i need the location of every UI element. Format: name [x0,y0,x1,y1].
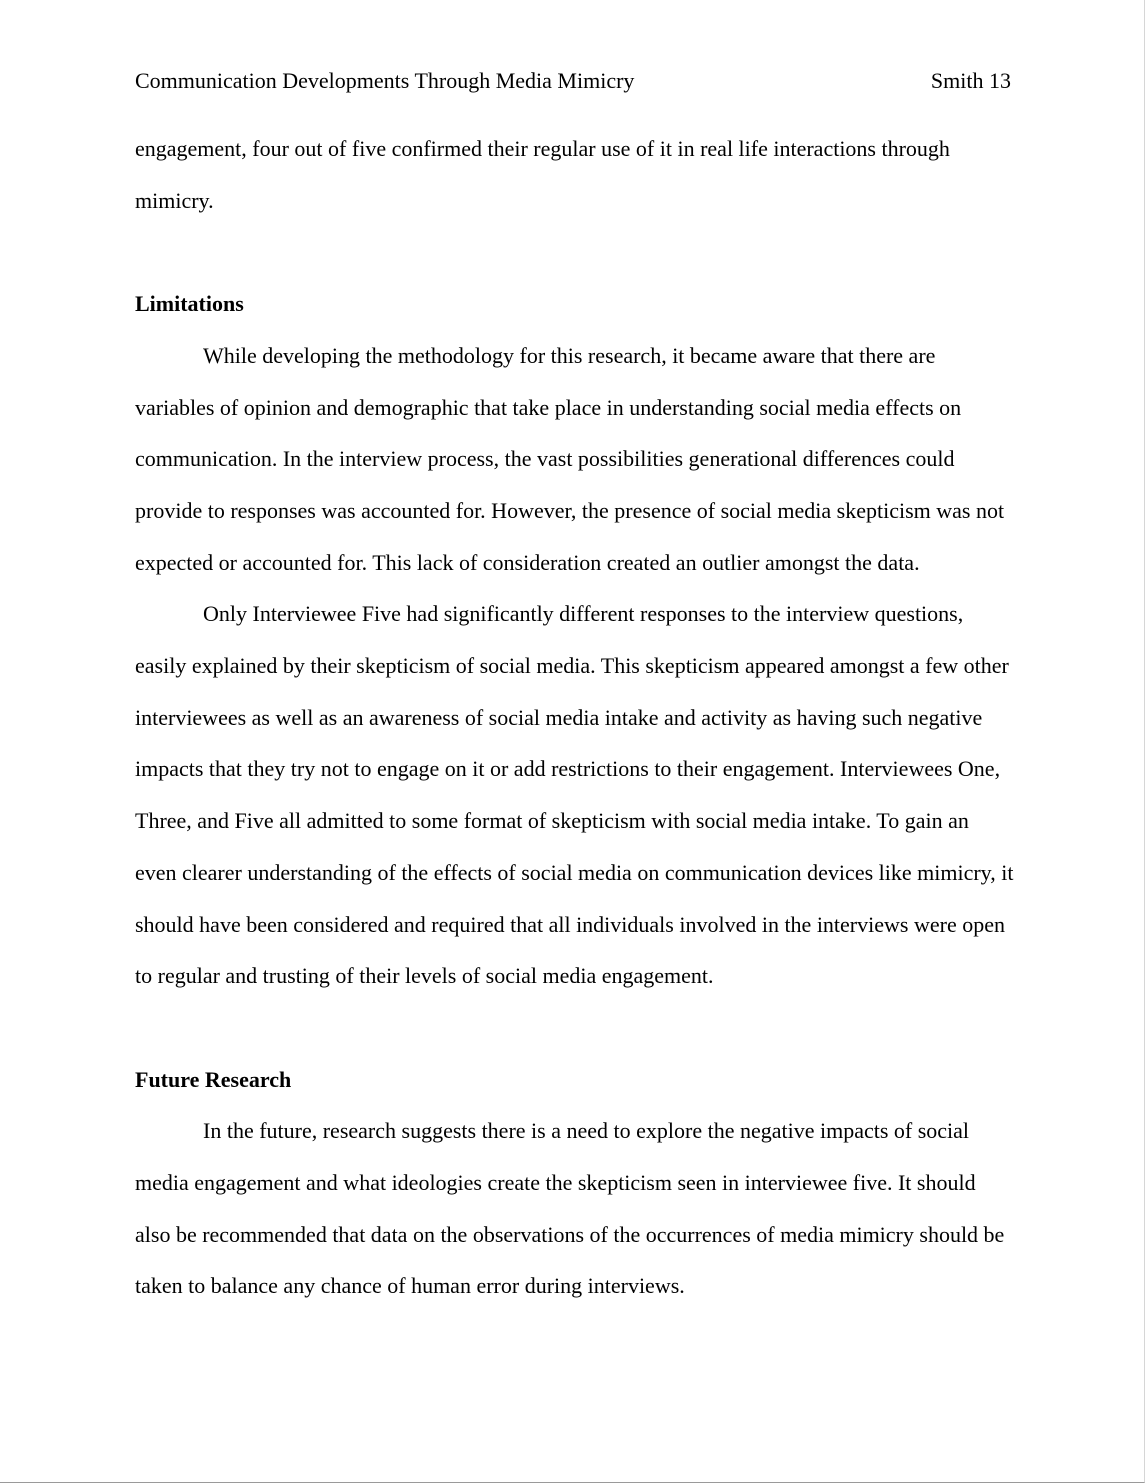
document-body [135,123,1015,1312]
limitations-paragraph-2: Only Interviewee Five had significantly different responses to the interview questions, easily explained by their skepticism of social media. This skepticism appeared amongst a few other interviewees as well as an awareness of social media intake and activity as having such negative impacts that they try not to engage on it or add restrictions to their engagement. Interviewees One, Three, and Five all admitted to some format of skepticism with social media intake. To gain an even clearer understanding of the effects of social media on communication devices like mimicry, it should have been considered and required that all individuals involved in the interviews were open to regular and trusting of their levels of social media engagement. [135,601,1014,989]
limitations-paragraph-1: While developing the methodology for this research, it became aware that there are variables of opinion and demographic that take place in understanding social media effects on communication. In the interview process, the vast possibilities generational differences could provide to responses was accounted for. However, the presence of social media skepticism was not expected or accounted for. This lack of consideration created an outlier amongst the data. [135,342,1005,575]
section-spacer [135,226,1015,278]
section-spacer [135,1002,1015,1054]
section-heading-limitations: Limitations [135,291,244,317]
future-research-paragraph-1: In the future, research suggests there is a need to explore the negative impacts of social media engagement and what ideologies create the skepticism seen in interviewee five. It should also be recommended that data on the observations of the occurrences of media mimicry should be taken to balance any chance of human error during interviews. [135,1118,1005,1299]
section-heading-future-research: Future Research [135,1066,292,1092]
running-header [135,66,1011,96]
continuation-paragraph: engagement, four out of five confirmed their regular use of it in real life interactions through mimicry. [135,136,950,213]
page-number: Smith 13 [930,68,1011,93]
running-title: Communication Developments Through Media Mimicry [135,68,635,93]
